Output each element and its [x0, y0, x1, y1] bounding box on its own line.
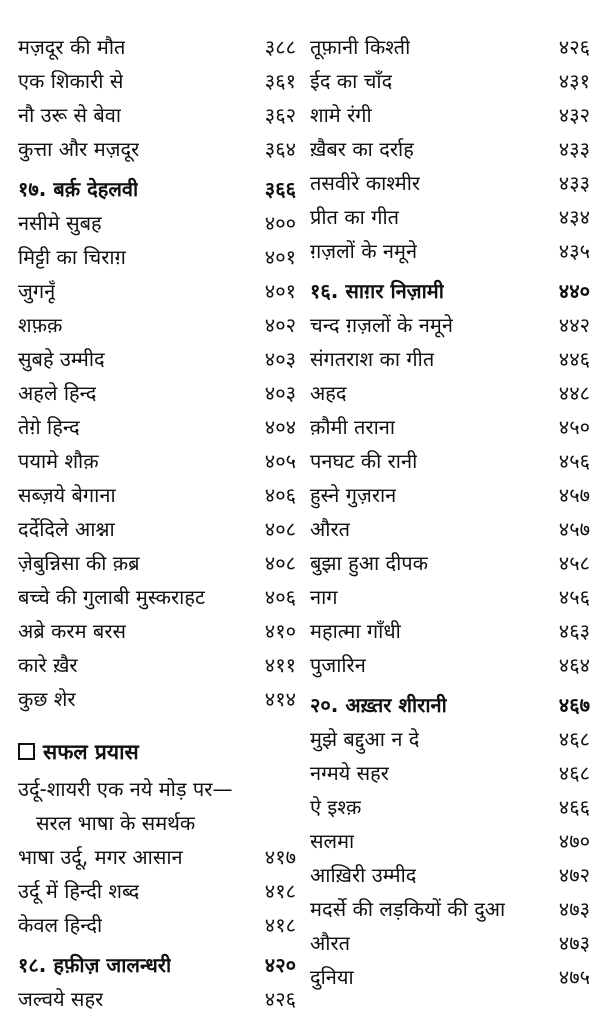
poet-heading-title: १७. बर्क़ देहलवी [18, 177, 139, 201]
entry-title: मिट्टी का चिराग़ [18, 245, 126, 269]
entry-page: ४३५ [558, 239, 590, 263]
toc-group [18, 840, 296, 942]
toc-entry [18, 342, 296, 376]
entry-title: बच्चे की गुलाबी मुस्कराहट [18, 585, 206, 609]
entry-page: ४०३ [264, 347, 296, 371]
toc-entry [18, 614, 296, 648]
toc-entry [18, 30, 296, 64]
entry-page: ४५७ [558, 483, 590, 507]
section-heading [18, 732, 296, 772]
toc-group [18, 30, 296, 166]
toc-entry [18, 444, 296, 478]
entry-title: सलमा [310, 829, 355, 853]
entry-title: कुछ शेर [18, 687, 76, 711]
toc-right-column [310, 30, 590, 994]
toc-entry [310, 926, 590, 960]
entry-page: ४२६ [264, 987, 296, 1011]
poet-heading-page: ४४० [558, 279, 590, 303]
entry-page: ४७२ [558, 863, 590, 887]
toc-entry [310, 478, 590, 512]
essay-subtitle-line [18, 806, 296, 840]
toc-entry [310, 308, 590, 342]
poet-heading-title: १६. साग़र निज़ामी [310, 279, 444, 303]
entry-title: कुत्ता और मज़दूर [18, 137, 140, 161]
entry-title: तेग़े हिन्द [18, 415, 80, 439]
entry-title: प्रीत का गीत [310, 205, 400, 229]
section-title: सफल प्रयास [43, 740, 139, 764]
entry-page: ४६६ [558, 795, 590, 819]
entry-title: संगतराश का गीत [310, 347, 435, 371]
entry-page: ३६४ [264, 137, 296, 161]
toc-entry [18, 98, 296, 132]
entry-page: ४७३ [558, 931, 590, 955]
entry-page: ४३३ [558, 171, 590, 195]
poet-heading-page: ४६७ [558, 693, 590, 717]
poet-heading [310, 274, 590, 308]
entry-title: दुनिया [310, 965, 354, 989]
toc-entry [18, 240, 296, 274]
toc-entry [310, 410, 590, 444]
essay-title: उर्दू-शायरी एक नये मोड़ पर— [18, 777, 233, 801]
toc-entry [310, 546, 590, 580]
entry-title: तूफ़ानी किश्ती [310, 35, 411, 59]
entry-page: ४०६ [264, 483, 296, 507]
toc-entry [18, 478, 296, 512]
entry-page: ४७५ [558, 965, 590, 989]
poet-heading-title: २०. अख़्तर शीरानी [310, 693, 447, 717]
toc-entry [310, 892, 590, 926]
entry-title: नग्मये सहर [310, 761, 389, 785]
entry-title: बुझा हुआ दीपक [310, 551, 429, 575]
entry-title: ज़ेबुन्निसा की क़ब्र [18, 551, 140, 575]
toc-entry [18, 274, 296, 308]
entry-title: आख़िरी उम्मीद [310, 863, 417, 887]
entry-title: नाग [310, 585, 338, 609]
entry-page: ४४८ [558, 381, 590, 405]
poet-heading [18, 948, 296, 982]
entry-page: ४५६ [558, 585, 590, 609]
entry-title: पनघट की रानी [310, 449, 418, 473]
entry-title: क़ौमी तराना [310, 415, 396, 439]
entry-title: मदर्से की लड़कियों की दुआ [310, 897, 506, 921]
toc-group [310, 30, 590, 268]
entry-page: ४०३ [264, 381, 296, 405]
toc-group [18, 982, 296, 1016]
entry-title: उर्दू में हिन्दी शब्द [18, 879, 140, 903]
entry-page: ४५८ [558, 551, 590, 575]
toc-group [310, 722, 590, 994]
entry-page: ४०८ [264, 517, 296, 541]
toc-entry [310, 234, 590, 268]
entry-page: ४०५ [264, 449, 296, 473]
entry-title: मज़दूर की मौत [18, 35, 126, 59]
toc-group [18, 206, 296, 716]
entry-title: महात्मा गाँधी [310, 619, 401, 643]
toc-entry [310, 722, 590, 756]
toc-entry [18, 648, 296, 682]
toc-entry [18, 512, 296, 546]
toc-entry [310, 342, 590, 376]
poet-heading-page: ३६६ [264, 177, 296, 201]
entry-title: केवल हिन्दी [18, 913, 103, 937]
entry-page: ४७० [558, 829, 590, 853]
toc-entry [18, 132, 296, 166]
entry-page: ४०१ [264, 245, 296, 269]
poet-heading [310, 688, 590, 722]
toc-entry [310, 376, 590, 410]
entry-page: ४३३ [558, 137, 590, 161]
entry-title: जुगनूँ [18, 279, 56, 303]
entry-page: ३६१ [264, 69, 296, 93]
toc-entry [310, 580, 590, 614]
toc-entry [310, 30, 590, 64]
entry-page: ४६८ [558, 761, 590, 785]
toc-entry [310, 512, 590, 546]
toc-entry [18, 874, 296, 908]
toc-entry [310, 756, 590, 790]
entry-title: मुझे बद्दुआ न दे [310, 727, 420, 751]
entry-title: नसीमे सुबह [18, 211, 102, 235]
entry-page: ४६८ [558, 727, 590, 751]
entry-title: जल्वये सहर [18, 987, 104, 1011]
toc-entry [310, 64, 590, 98]
entry-page: ४६३ [558, 619, 590, 643]
entry-title: औरत [310, 517, 351, 541]
toc-entry [310, 858, 590, 892]
toc-entry [310, 614, 590, 648]
entry-page: ४४२ [558, 313, 590, 337]
toc-entry [18, 982, 296, 1016]
toc-entry [18, 410, 296, 444]
entry-page: ४६४ [558, 653, 590, 677]
toc-left-column [18, 30, 296, 1016]
essay-title-line [18, 772, 296, 806]
toc-entry [18, 580, 296, 614]
toc-entry [310, 444, 590, 478]
entry-title: अब्रे करम बरस [18, 619, 127, 643]
entry-page: ४०४ [264, 415, 296, 439]
toc-entry [310, 960, 590, 994]
essay-subtitle: सरल भाषा के समर्थक [36, 811, 196, 835]
toc-entry [18, 308, 296, 342]
entry-page: ४३१ [558, 69, 590, 93]
entry-title: ऐ इश्क़ [310, 795, 362, 819]
entry-title: चन्द ग़ज़लों के नमूने [310, 313, 453, 337]
entry-page: ३८८ [264, 35, 296, 59]
toc-entry [310, 200, 590, 234]
entry-title: ख़ैबर का दर्राह [310, 137, 414, 161]
square-bullet-icon [18, 743, 35, 760]
toc-entry [310, 98, 590, 132]
entry-title: ईद का चाँद [310, 69, 393, 93]
toc-group [310, 308, 590, 682]
entry-title: पयामे शौक़ [18, 449, 99, 473]
entry-title: औरत [310, 931, 351, 955]
toc-entry [18, 376, 296, 410]
toc-entry [18, 682, 296, 716]
entry-title: शामे रंगी [310, 103, 372, 127]
entry-title: अहले हिन्द [18, 381, 97, 405]
entry-title: ग़ज़लों के नमूने [310, 239, 418, 263]
entry-title: कारे ख़ैर [18, 653, 78, 677]
toc-entry [18, 908, 296, 942]
entry-page: ४०६ [264, 585, 296, 609]
entry-page: ४११ [264, 653, 296, 677]
entry-page: ४०१ [264, 279, 296, 303]
entry-page: ४१७ [264, 845, 296, 869]
entry-title: नौ उरू से बेवा [18, 103, 122, 127]
entry-title: तसवीरे काश्मीर [310, 171, 421, 195]
toc-entry [18, 64, 296, 98]
poet-heading-page: ४२० [264, 953, 296, 977]
toc-entry [18, 546, 296, 580]
entry-page: ४१८ [264, 913, 296, 937]
entry-title: सब्ज़ये बेगाना [18, 483, 116, 507]
entry-page: ४०० [264, 211, 296, 235]
toc-entry [18, 206, 296, 240]
entry-page: ४३४ [558, 205, 590, 229]
toc-entry [310, 132, 590, 166]
entry-page: ४५७ [558, 517, 590, 541]
toc-entry [310, 648, 590, 682]
entry-title: पुजारिन [310, 653, 366, 677]
toc-entry [18, 840, 296, 874]
entry-title: दर्देदिले आश्ना [18, 517, 115, 541]
entry-page: ४४६ [558, 347, 590, 371]
entry-page: ४१४ [264, 687, 296, 711]
entry-title: शफ़क़ [18, 313, 63, 337]
entry-page: ४५६ [558, 449, 590, 473]
entry-title: हुस्ने गुज़रान [310, 483, 397, 507]
entry-page: ४३२ [558, 103, 590, 127]
poet-heading [18, 172, 296, 206]
entry-page: ४०८ [264, 551, 296, 575]
entry-page: ३६२ [264, 103, 296, 127]
entry-title: सुबहे उम्मीद [18, 347, 105, 371]
entry-title: भाषा उर्दू, मगर आसान [18, 845, 183, 869]
entry-title: अहद [310, 381, 347, 405]
entry-page: ४२६ [558, 35, 590, 59]
toc-entry [310, 824, 590, 858]
toc-entry [310, 790, 590, 824]
entry-title: एक शिकारी से [18, 69, 124, 93]
toc-entry [310, 166, 590, 200]
entry-page: ४१८ [264, 879, 296, 903]
entry-page: ४०२ [264, 313, 296, 337]
entry-page: ४७३ [558, 897, 590, 921]
entry-page: ४१० [264, 619, 296, 643]
entry-page: ४५० [558, 415, 590, 439]
poet-heading-title: १८. हफ़ीज़ जालन्धरी [18, 953, 172, 977]
